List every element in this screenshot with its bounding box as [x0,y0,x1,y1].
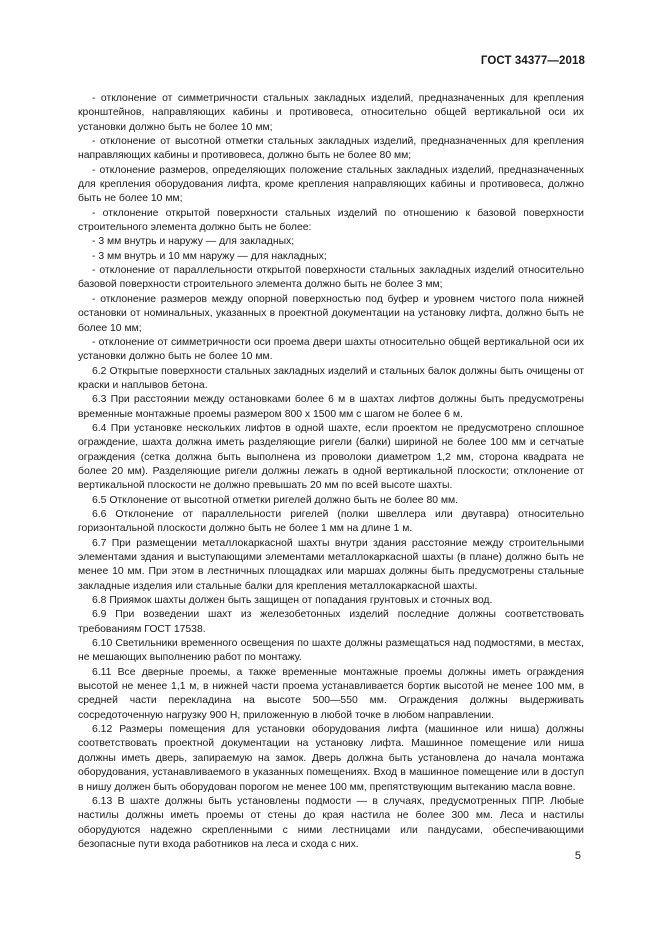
body-paragraph: - отклонение от параллельности открытой поверхности стальных закладных изделий относительно базовой поверхности строительного элемента должно быть не более 3 мм; [78,265,584,291]
body-paragraph: - отклонение от высотной отметки стальных закладных изделий, предназначенных для крепления направляющих кабины и противовеса, должно быть не более 80 мм; [78,136,584,162]
section-paragraph: 6.12 Размеры помещения для установки оборудования лифта (машинное или ниша) должны соответствовать проектной документации на установку лифта. Машинное помещение или ниша должны иметь дверь, запираемую на замок. Дверь должна быть установлена до начала монтажа оборудования, устанавливаемого в указанных помещениях. Вход в машинное помещение или в доступ в нишу должен быть оборудован порогом не менее 100 мм, препятствующим вытеканию масла вовне. [78,724,584,793]
section-paragraph: 6.6 Отклонение от параллельности ригелей (полки швеллера или двутавра) относительно горизонтальной плоскости должно быть не более 1 мм на длине 1 м. [78,508,584,535]
section-paragraph: 6.11 Все дверные проемы, а также временные монтажные проемы должны иметь ограждения высотой не менее 1,1 м, в нижней части проема устанавливается бортик высотой не менее 100 мм, в средней части перекладина на высоте 500—550 мм. Ограждения должны выдерживать сосредоточенную нагрузку 900 Н, приложенную в любой точке в любом направлении. [78,666,584,721]
body-paragraph: - 3 мм внутрь и наружу — для закладных; [92,236,295,248]
section-paragraph: 6.3 При расстоянии между остановками более 6 м в шахтах лифтов должны быть предусмотрены временные монтажные проемы размером 800 х 1500 мм с шагом не более 6 м. [78,394,584,420]
page-number: 5 [574,850,581,862]
section-paragraph: 6.8 Приямок шахты должен быть защищен от попадания грунтовых и сточных вод. [92,595,493,607]
section-paragraph: 6.2 Открытые поверхности стальных закладных изделий и стальных балок должны быть очищены от краски и наплывов бетона. [78,365,584,391]
body-paragraph: - отклонение размеров, определяющих положение стальных закладных изделий, предназначенных для крепления оборудования лифта, кроме крепления направляющих кабины и противовеса, должно быть не более 10 мм; [78,164,584,205]
body-paragraph: - отклонение открытой поверхности стальных изделий по отношению к базовой поверхности строительного элемента должно быть не более: [78,207,584,234]
section-paragraph: 6.7 При размещении металлокаркасной шахты внутри здания расстояние между строительными элементами здания и выступающими элементами металлокаркасной шахты (в плане) должно быть не менее 10 мм. При этом в лестничных площадках или маршах должны быть предусмотрены стальные закладные изделия или стальные балки для крепления металлокаркасной шахты. [78,537,584,592]
body-paragraph: - отклонение от симметричности стальных закладных изделий, предназначенных для крепления кронштейнов, направляющих кабины и противовеса, относительно общей вертикальной оси их установки должно быть не более 10 мм; [78,93,584,133]
section-paragraph: 6.5 Отклонение от высотной отметки ригелей должно быть не более 80 мм. [92,494,459,506]
document-body [78,92,584,852]
body-paragraph: - отклонение от симметричности оси проема двери шахты относительно общей вертикальной оси их установки должно быть не более 10 мм. [78,336,584,363]
standard-header: ГОСТ 34377—2018 [480,55,585,67]
body-paragraph: - 3 мм внутрь и 10 мм наружу — для накладных; [92,250,327,262]
body-paragraph: - отклонение размеров между опорной поверхностью под буфер и уровнем чистого пола нижней остановки от номинальных, указанных в проектной документации на установку лифта, должно быть не более 10 мм; [78,293,584,334]
section-paragraph: 6.4 При установке нескольких лифтов в одной шахте, если проектом не предусмотрено сплошное ограждение, шахта должна иметь разделяющие ригели (балки) шириной не более 100 мм и сетчатые ограждения (сетка должна быть выполнена из проволоки диаметром 1,2 мм, сторона квадрата не более 20 мм). Разделяющие ригели должны лежать в одной вертикальной плоскости; отклонение от вертикальной плоскости не должно превышать 20 мм по всей высоте шахты. [78,422,584,492]
section-paragraph: 6.13 В шахте должны быть установлены подмости — в случаях, предусмотренных ППР. Любые настилы должны иметь проемы от стены до края настила не более 300 мм. Леса и настилы оборудуются надежно скрепленными с ними лестницами или пандусами, обеспечивающими безопасные пути входа работников на леса и схода с них. [78,795,584,850]
section-paragraph: 6.9 При возведении шахт из железобетонных изделий последние должны соответствовать требованиям ГОСТ 17538. [78,609,584,635]
section-paragraph: 6.10 Светильники временного освещения по шахте должны размещаться над подмостями, в местах, не мешающих выполнению работ по монтажу. [78,638,584,664]
